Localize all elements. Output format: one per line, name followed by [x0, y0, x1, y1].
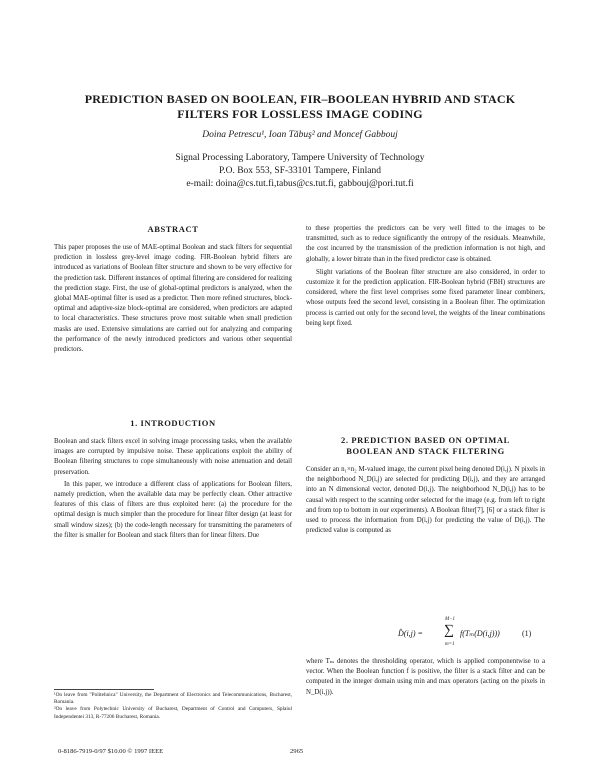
footnote-1: ¹On leave from "Politehnica" University, the Department of Electronics and Telecommunications, Bucharest, Romania. — [54, 692, 292, 706]
abstract-text: This paper proposes the use of MAE-optimal Boolean and stack filters for sequential prediction in lossless grey-level image coding. FIR-Boolean hybrid filters are introduced as variations of Boolean filter structure and shown to be very effective for the prediction task. Different instances of optimal filtering are considered for realizing the prediction stage. First, the use of global-optimal predictors is analyzed, when the global MAE-optimal filter is used as a predictor. Then more refined structures, block-optimal and adaptive-size block-optimal are considered, when predictors are adapted to local characteristics. These structures prove most suitable when small prediction masks are used. Extensive simulations are carried out for analyzing and comparing the performance of the newly introduced predictors and various other sequential predictors. — [54, 244, 292, 354]
section-2-heading-line-2: BOOLEAN AND STACK FILTERING — [346, 446, 505, 456]
equation-sum-lower: m=1 — [445, 642, 455, 647]
footnote-2: ²On leave from Polytechnic University of Bucharest, Department of Control and Computers, Splaiul Independentei 313, R-77206 Bucharest, Romania. — [54, 706, 292, 720]
abstract-section — [54, 224, 292, 355]
paper-title-line-1: PREDICTION BASED ON BOOLEAN, FIR–BOOLEAN HYBRID AND STACK — [84, 92, 516, 106]
paper-title-line-2: FILTERS FOR LOSSLESS IMAGE CODING — [177, 107, 423, 121]
right-paragraph-1: to these properties the predictors can be very well fitted to the images to be transmitted, such as to reduce significantly the entropy of the residuals. Meanwhile, the cost incurred by the transmission of the prediction information is not high, and globally, a lower bitrate than in the fixed predictor case is obtained. — [306, 225, 545, 263]
right-paragraph-2: Slight variations of the Boolean filter structure are also considered, in order to customize it for the prediction application. FIR-Boolean hybrid (FBH) structures are considered, where the first level comprises some fixed parameter linear combiners, whose outputs feed the second level, consisting in a Boolean filter. The optimization process is carried out only for the second level, the weights of the linear combinations being kept fixed. — [306, 268, 545, 327]
section-2-heading — [306, 435, 545, 457]
right-column-intro — [306, 224, 545, 329]
affiliation-email: e-mail: doina@cs.tut.fi,tabus@cs.tut.fi, gabbouj@pori.tut.fi — [186, 179, 414, 189]
footnote-rule — [54, 689, 154, 690]
copyright-line: 0-8186-7919-0/97 $10.00 © 1997 IEEE — [58, 748, 164, 755]
introduction-paragraph-2: In this paper, we introduce a different class of applications for Boolean filters, namely prediction, when the available data may be perfectly clean. Other attractive features of this class of filters are thus exploited here: (a) the procedure for the optimal design is much simpler than the procedure for linear filter design (at least for small window sizes); (b) the code-length necessary for transmitting the parameters of the filter is smaller for Boolean and stack filters than for linear filters. Due — [54, 480, 292, 539]
footnotes — [54, 692, 292, 721]
section-2-paragraph-1: Consider an n₁×n₂ M-valued image, the current pixel being denoted D(i,j). N pixels in the neighborhood N_D(i,j) are selected for predicting D(i,j), and they are arranged into an N dimensional vector, denoted D(i,j). The neighborhood N_D(i,j) has to be causal with respect to the scanning order selected for the image (e.g. from left to right and from top to bottom in our experiments). A Boolean filter[7], [6] or a stack filter is used to process the information from D(i,j) for predicting the value of D(i,j). The predicted value is computed as — [306, 466, 545, 535]
equation-lhs: D̂(i,j) = — [398, 629, 423, 638]
section-2-paragraph-2: where Tₘ denotes the thresholding operator, which is applied componentwise to a vector. When the Boolean function f is positive, the filter is a stack filter and can be computed in the integer domain using min and max operators (acting on the pixels in N_D(i,j)). — [306, 658, 545, 696]
equation-rhs: f(Tₘ(D(i,j))) — [460, 629, 500, 638]
affiliation-lab: Signal Processing Laboratory, Tampere University of Technology — [175, 153, 425, 163]
sum-symbol-icon: ∑ — [444, 623, 454, 638]
introduction-paragraph-1: Boolean and stack filters excel in solving image processing tasks, when the available images are corrupted by impulsive noise. These applications exploit the ability of Boolean filtering structures to cope simultaneously with noise attenuation and detail preservation. — [54, 438, 292, 476]
affiliation-address: P.O. Box 553, SF-33101 Tampere, Finland — [219, 166, 381, 176]
authors: Doina Petrescu¹, Ioan Tăbuş² and Moncef Gabbouj — [202, 130, 398, 140]
page-number: 2965 — [290, 748, 304, 755]
paper-title — [30, 92, 570, 122]
affiliation — [0, 152, 600, 191]
section-2 — [306, 435, 545, 536]
section-2-heading-line-1: 2. PREDICTION BASED ON OPTIMAL — [341, 435, 510, 445]
section-2-continued — [306, 657, 545, 698]
introduction-heading: 1. INTRODUCTION — [130, 418, 216, 428]
equation-number: (1) — [522, 629, 532, 638]
abstract-heading: ABSTRACT — [147, 224, 199, 234]
equation-sum-upper: M−1 — [445, 617, 456, 622]
introduction-section — [54, 418, 292, 541]
